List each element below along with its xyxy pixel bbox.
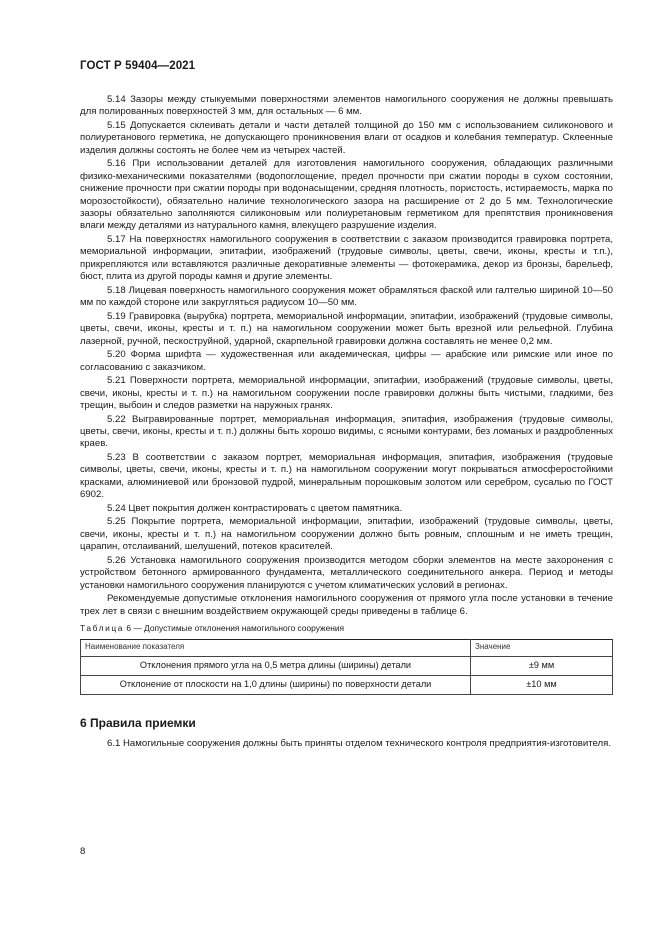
paragraph-table-reference: Рекомендуемые допустимые отклонения намогильного сооружения от прямого угла после установки в течение трех лет в связи с внешним воздействием окружающей среды приведены в таблице 6.	[80, 593, 613, 617]
paragraph-5-16: 5.16 При использовании деталей для изготовления намогильного сооружения, обладающих различными физико-механическими показателями (водопоглощение, предел прочности при сжатии породы в сухом состоянии, снижение прочности при сжатии породы при водонасыщении, средняя плотность, пористость, истираемость, марка по морозостойкости), обязательно наличие технологического зазора на расширение от 2 до 5 мм. Технологические зазоры обязательно заполняются силиконовым или полиуретановым герметиком для препятствия проникновения влаги между деталями из натурального камня, влекущего разрушение изделия.	[80, 158, 613, 232]
table-header-row	[81, 639, 613, 656]
paragraph-5-24: 5.24 Цвет покрытия должен контрастировать с цветом памятника.	[107, 502, 403, 514]
paragraph-5-21: 5.21 Поверхности портрета, мемориальной информации, эпитафии, изображений (трудовые символы, цветы, свечи, иконы, кресты и т. п.) на намогильном сооружении после гравировки должны быть чистыми, гладкими, без трещин, выбоин и следов разметки на наружных гранях.	[80, 375, 613, 412]
table-caption-text: 6 — Допустимые отклонения намогильного сооружения	[124, 623, 345, 634]
table-caption-label: Таблица	[80, 623, 125, 634]
paragraph-5-23: 5.23 В соответствии с заказом портрет, мемориальная информация, эпитафия, изображения (трудовые символы, цветы, свечи, иконы, кресты и т. п.) на намогильном сооружении могут покрываться атмосферостойкими красками, алюминиевой или бронзовой пудрой, минеральным порошковым золотом или серебром, сусалью по ГОСТ 6902.	[80, 452, 613, 501]
section-6-title: 6 Правила приемки	[80, 715, 196, 730]
paragraph-5-14: 5.14 Зазоры между стыкуемыми поверхностями элементов намогильного сооружения не должны превышать для полированных поверхностей 3 мм, для остальных — 6 мм.	[80, 94, 613, 118]
paragraph-5-25: 5.25 Покрытие портрета, мемориальной информации, эпитафии, изображений (трудовые символы, цветы, свечи, иконы, кресты и т. п.) на намогильном сооружении должно быть ровным, сплошным и не иметь трещин, царапин, отслаиваний, шелушений, потеков красителей.	[80, 516, 613, 553]
document-header: ГОСТ Р 59404—2021	[80, 60, 196, 72]
table-header-value: Значение	[471, 639, 613, 656]
table-caption	[80, 622, 613, 634]
table-cell-value: ±10 мм	[471, 675, 613, 694]
paragraph-5-17: 5.17 На поверхностях намогильного сооружения в соответствии с заказом производится гравировка портрета, мемориальной информации, эпитафии, изображений (трудовые символы, цветы, свечи, иконы, кресты и т.п.), прикрепляются или вставляются различные декоративные элементы — фотокерамика, декор из бронзы, барельеф, бюст, плита из другой породы камня и другие элементы.	[80, 234, 613, 283]
table-header-indicator: Наименование показателя	[81, 639, 471, 656]
tolerances-table	[80, 639, 613, 695]
page-number: 8	[80, 846, 86, 857]
table-row	[81, 656, 613, 675]
paragraph-5-22: 5.22 Выгравированные портрет, мемориальная информация, эпитафия, изображения (трудовые символы, цветы, свечи, иконы, кресты и т. п.) должны быть хорошо видимы, с ясными контурами, без ломаных и раздробленных краев.	[80, 413, 613, 450]
table-cell-value: ±9 мм	[471, 656, 613, 675]
paragraph-5-19: 5.19 Гравировка (вырубка) портрета, мемориальной информации, эпитафии, изображений (трудовые символы, цветы, свечи, иконы, кресты и т. п.) на намогильном сооружении может быть врезной или рельефной. Глубина лазерной, ручной, пескоструйной, ударной, скарпельной гравировки должна составлять не менее 0,2 мм.	[80, 310, 613, 347]
paragraph-5-26: 5.26 Установка намогильного сооружения производится методом сборки элементов на месте захоронения с устройством бетонного армированного фундамента, металлического соединительного анкера. Период и методы установки намогильного сооружения планируются с учетом климатических условий в регионах.	[80, 554, 613, 591]
paragraph-6-1: 6.1 Намогильные сооружения должны быть приняты отделом технического контроля предприятия-изготовителя.	[107, 737, 611, 749]
table-cell-indicator: Отклонение от плоскости на 1,0 длины (ширины) по поверхности детали	[81, 675, 471, 694]
paragraph-5-20: 5.20 Форма шрифта — художественная или академическая, цифры — арабские или римские или иное по согласованию с заказчиком.	[80, 349, 613, 373]
paragraph-5-18: 5.18 Лицевая поверхность намогильного сооружения может обрамляться фаской или галтелью шириной 10—50 мм по каждой стороне или закругляться радиусом 10—50 мм.	[80, 284, 613, 309]
paragraph-5-15: 5.15 Допускается склеивать детали и части деталей толщиной до 150 мм с использованием силиконового и полиуретанового герметика, не допускающего проникновения влаги от осадков и колебания температур. Склеенные изделия должны состоять не более чем из четырех частей.	[80, 120, 613, 156]
table-row	[81, 675, 613, 694]
table-cell-indicator: Отклонения прямого угла на 0,5 метра длины (ширины) детали	[81, 656, 471, 675]
document-body	[80, 94, 613, 752]
